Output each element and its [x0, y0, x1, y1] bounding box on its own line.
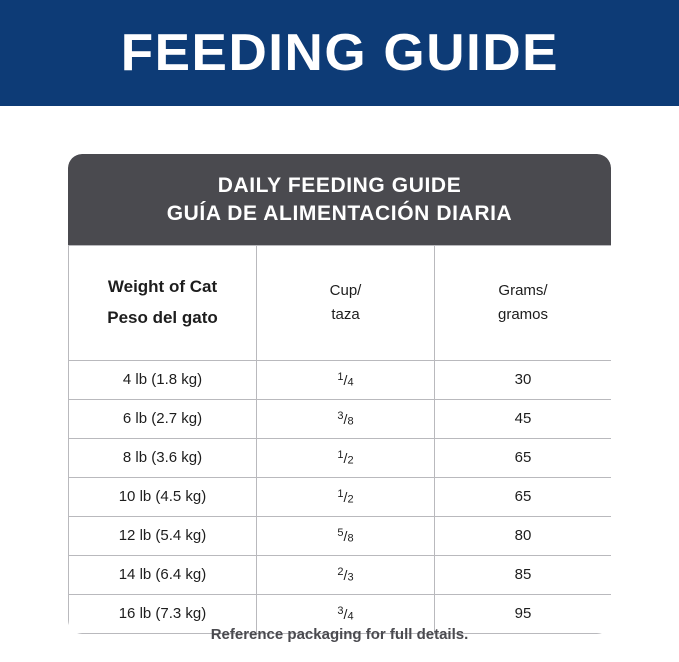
fraction-slash: /	[343, 566, 348, 583]
card-header	[68, 154, 611, 245]
cell-grams: 65	[435, 438, 612, 477]
cell-weight: 4 lb (1.8 kg)	[69, 360, 257, 399]
cup-numerator: 3	[337, 604, 344, 617]
cell-cup	[257, 399, 435, 438]
column-header-grams-es: gramos	[497, 305, 549, 323]
page-title: FEEDING GUIDE	[120, 24, 559, 82]
column-header-grams	[435, 245, 612, 360]
cup-denominator: 8	[347, 532, 354, 545]
cup-numerator: 1	[337, 448, 344, 461]
cup-denominator: 4	[347, 610, 354, 623]
fraction-slash: /	[343, 527, 348, 544]
fraction-slash: /	[343, 449, 348, 466]
column-header-cup-en: Cup/	[329, 282, 362, 300]
cup-denominator: 4	[347, 376, 354, 389]
fraction-slash: /	[343, 488, 348, 505]
cell-weight: 8 lb (3.6 kg)	[69, 438, 257, 477]
cell-grams: 45	[435, 399, 612, 438]
cell-weight: 12 lb (5.4 kg)	[69, 516, 257, 555]
table-header-row	[69, 245, 612, 360]
table-row	[69, 477, 612, 516]
cell-grams: 80	[435, 516, 612, 555]
table-row	[69, 360, 612, 399]
table-body	[69, 360, 612, 633]
cell-cup	[257, 516, 435, 555]
column-header-cup	[257, 245, 435, 360]
table-row	[69, 555, 612, 594]
feeding-table	[68, 245, 611, 634]
cell-weight: 14 lb (6.4 kg)	[69, 555, 257, 594]
cup-numerator: 1	[337, 487, 344, 500]
feeding-guide-card	[68, 154, 611, 634]
column-header-weight	[69, 245, 257, 360]
column-header-weight-en: Weight of Cat	[107, 277, 218, 297]
cup-numerator: 2	[337, 565, 344, 578]
fraction-slash: /	[343, 605, 348, 622]
cup-denominator: 8	[347, 415, 354, 428]
footnote-text: Reference packaging for full details.	[210, 626, 469, 643]
card-title-english: DAILY FEEDING GUIDE	[217, 174, 462, 197]
cell-grams: 65	[435, 477, 612, 516]
cell-grams: 85	[435, 555, 612, 594]
cell-cup	[257, 438, 435, 477]
cell-weight: 16 lb (7.3 kg)	[69, 594, 257, 633]
table-row	[69, 438, 612, 477]
cup-denominator: 2	[347, 454, 354, 467]
cell-grams: 95	[435, 594, 612, 633]
cup-denominator: 3	[347, 571, 354, 584]
fraction-slash: /	[343, 410, 348, 427]
cell-cup	[257, 555, 435, 594]
card-title-spanish: GUÍA DE ALIMENTACIÓN DIARIA	[166, 202, 513, 226]
cell-cup	[257, 477, 435, 516]
cup-numerator: 1	[337, 370, 344, 383]
column-header-grams-en: Grams/	[498, 282, 548, 300]
column-header-weight-es: Peso del gato	[107, 307, 218, 327]
cell-weight: 10 lb (4.5 kg)	[69, 477, 257, 516]
table-header	[69, 245, 612, 360]
cup-numerator: 5	[337, 526, 344, 539]
table-row	[69, 399, 612, 438]
column-header-cup-es: taza	[331, 305, 360, 323]
cell-grams: 30	[435, 360, 612, 399]
cell-cup	[257, 360, 435, 399]
fraction-slash: /	[343, 371, 348, 388]
cup-numerator: 3	[337, 409, 344, 422]
header-banner	[0, 0, 679, 106]
table-row	[69, 516, 612, 555]
cup-denominator: 2	[347, 493, 354, 506]
cell-weight: 6 lb (2.7 kg)	[69, 399, 257, 438]
